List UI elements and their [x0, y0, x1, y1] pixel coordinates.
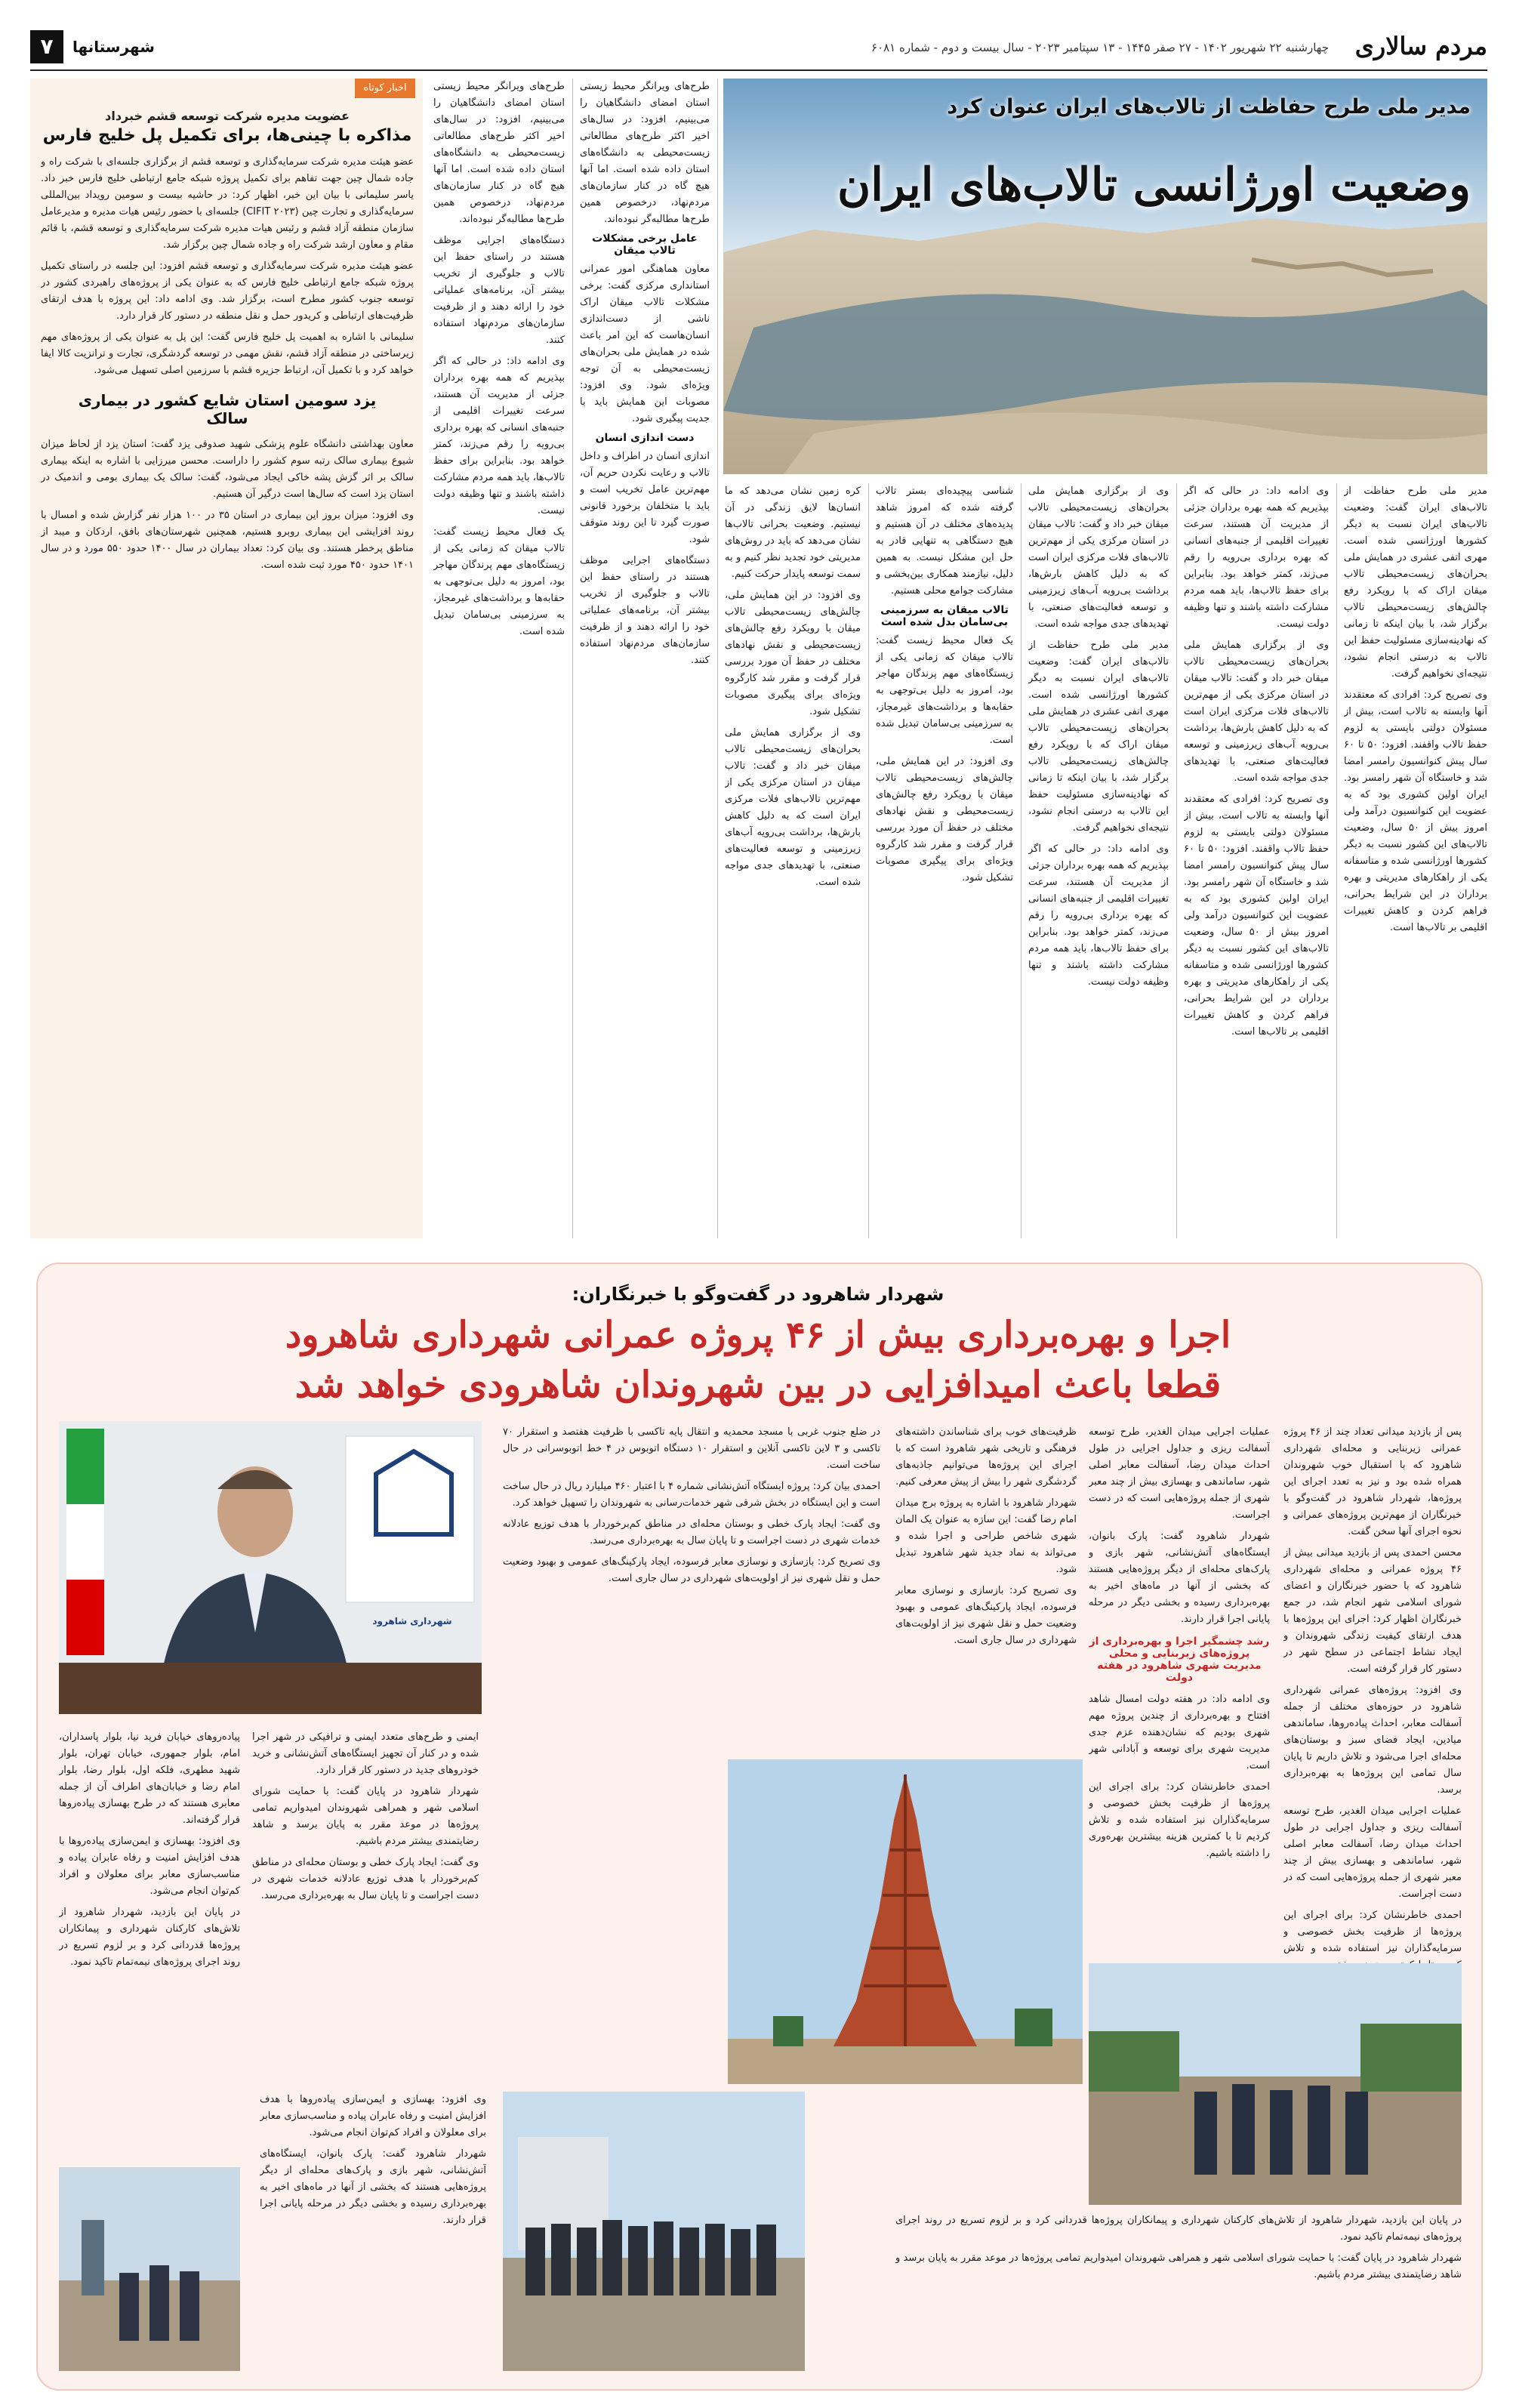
brief-paragraph: عضو هیئت مدیره شرکت سرمایه‌گذاری و توسعه قشم از برگزاری جلسه‌ای با شرکت راه و جاده شمال چین جهت تفاهم برای تکمیل پروژه شبکه جامع ارتباطی خلیج فارس خبر داد. یاسر سلیمانی با بیان این خبر، اظهار کرد: در حاشیه بیست و سومین رویداد بین‌المللی سرمایه‌گذاری و تجارت چین (CIFIT ۲۰۲۳) جلسه‌ای با حضور رئیس هیات مدیره و مدیرعامل سازمان منطقه آزاد قشم و رئیس هیات مدیره شرکت سرمایه‌گذاری و توسعه قشم، با قائم مقام و معاون ارشد شرکت راه و جاده شمال چین برگزار شد. [41, 156, 414, 251]
mayor-portrait-photo [59, 1421, 482, 1714]
shahroud-paragraph: شهردار شاهرود گفت: پارک بانوان، ایستگاه‌های آتش‌نشانی، شهر بازی و پارک‌های محله‌ای از دیگر پروژه‌هایی هستند که بخشی از آنها در ماه‌های اخیر به بهره‌برداری رسیده و بخشی دیگر در مرحله پایانی اجرا قرار دارند. [1089, 1531, 1270, 1625]
lead-paragraph: وی ادامه داد: در حالی که اگر بپذیریم که همه بهره برداران جزئی از مدیریت آن هستند، سرعت تغییرات اقلیمی از جنبه‌های انسانی که بهره برداری بی‌رویه را رقم می‌زند، کمتر خواهد بود. بنابراین برای حفظ تالاب‌ها، باید همه مردم مشارکت داشته باشند و تنها وظیفه دولت نیست. [1184, 486, 1329, 630]
shahroud-paragraph: وی افزود: پروژه‌های عمرانی شهرداری شاهرود در حوزه‌های مختلف از جمله آسفالت معابر، احداث پیاده‌روها، ساماندهی میادین، ایجاد فضای سبز و بوستان‌های محله‌ای اجرا می‌شود و تلاش داریم تا پایان سال تمامی این پروژه‌ها به بهره‌برداری برسد. [1283, 1685, 1462, 1796]
shahroud-paragraph: وی تصریح کرد: بازسازی و نوسازی معابر فرسوده، ایجاد پارکینگ‌های عمومی و بهبود وضعیت حمل و نقل شهری نیز از اولویت‌های شهرداری در سال جاری است. [503, 1556, 880, 1584]
lead-subhead: عامل برخی مشکلات تالاب میقان [592, 233, 698, 257]
shahroud-col-7 [895, 2212, 1462, 2363]
lead-paragraph: یک فعال محیط زیست گفت: تالاب میقان که زمانی یکی از زیستگاه‌های مهم پرندگان مهاجر بود، امروز به دلیل بی‌توجهی به حقابه‌ها و برداشت‌های غیرمجاز، به سرزمینی بی‌سامان تبدیل شده است. [876, 635, 1013, 746]
shahroud-kicker: شهردار شاهرود در گفت‌وگو با خبرنگاران: [572, 1284, 944, 1305]
lead-paragraph: کره زمین نشان می‌دهد که ما انسان‌ها لایق زندگی در آن نیستیم. وضعیت بحرانی تالاب‌ها نشان می‌دهد که باید در روش‌های مدیریتی خود تجدید نظر کنیم و به سمت توسعه پایدار حرکت کنیم. [725, 486, 861, 580]
shahroud-col-3 [895, 1424, 1077, 1749]
brief-paragraph: عضو هیئت مدیره شرکت سرمایه‌گذاری و توسعه قشم افزود: این جلسه در راستای تکمیل پروژه شبکه جامع ارتباطی خلیج فارس که به عنوان یکی از پروژه‌های راهبردی کشور در توسعه جنوب کشور مطرح است، برگزار شد. وی ادامه داد: این پروژه با هدف ارتقای ظرفیت‌های ارتباطی و کریدور حمل و نقل منطقه در دستور کار قرار دارد. [41, 261, 414, 322]
shahroud-paragraph: عملیات اجرایی میدان الغدیر، طرح توسعه آسفالت ریزی و جداول اجرایی در طول احداث میدان رضا، آسفالت معابر اصلی شهر، ساماندهی و بهسازی بیش از چند معبر شهری از جمله پروژه‌هایی است که در دست اجراست. [1089, 1426, 1270, 1521]
shahroud-paragraph: شهردار شاهرود با اشاره به پروژه برج میدان امام رضا گفت: این سازه به عنوان یک المان شهری شاخص طراحی و اجرا شده و می‌تواند به نماد جدید شهر شاهرود تبدیل شود. [895, 1497, 1077, 1575]
municipality-logo-text: شهرداری شاهرود [372, 1616, 452, 1626]
shahroud-paragraph: وی تصریح کرد: بازسازی و نوسازی معابر فرسوده، ایجاد پارکینگ‌های عمومی و بهبود وضعیت حمل و نقل شهری نیز از اولویت‌های شهرداری در سال جاری است. [895, 1585, 1077, 1646]
tower-structure-photo [728, 1759, 1083, 2084]
group-visit-photo [503, 2092, 805, 2371]
issue-line: چهارشنبه ۲۲ شهریور ۱۴۰۲ - ۲۷ صفر ۱۴۴۵ - ۱۳ سپتامبر ۲۰۲۳ - سال بیست و دوم - شماره ۶۰۸۱ [870, 41, 1329, 54]
shahroud-paragraph: محسن احمدی پس از بازدید میدانی بیش از ۴۶ پروژه عمرانی و محله‌ای شهرداری شاهرود که با حضور خبرنگاران و اعضای شورای اسلامی شهر انجام شد، در جمع خبرنگاران اظهار کرد: اجرای این پروژه‌ها با هدف ارتقای کیفیت زندگی شهروندان و ایجاد نشاط اجتماعی در سطح شهر در دستور کار قرار گرفته است. [1283, 1547, 1462, 1675]
brief-story1-kicker: عضویت مدیره شرکت توسعه قشم خبرداد [105, 109, 350, 123]
column-divider [868, 483, 869, 1238]
shahroud-paragraph: وی افزود: بهسازی و ایمن‌سازی پیاده‌روها با هدف افزایش امنیت و رفاه عابران پیاده و مناسب‌سازی معابر برای معلولان و افراد کم‌توان انجام می‌شود. [260, 2094, 486, 2138]
lead-paragraph: دستگاه‌های اجرایی موظف هستند در راستای حفظ این تالاب و جلوگیری از تخریب بیشتر آن، برنامه‌های عملیاتی خود را ارائه دهند و از ظرفیت سازمان‌های مردم‌نهاد استفاده کنند. [433, 235, 565, 346]
lead-paragraph: مدیر ملی طرح حفاظت از تالاب‌های ایران گفت: وضعیت تالاب‌های ایران نسبت به دیگر کشورها اورژانسی شده است. مهری اتفی عشری در همایش ملی بحران‌های زیست‌محیطی تالاب میقان اراک که با رویکرد رفع چالش‌های زیست‌محیطی تالاب برگزار شد، با بیان اینکه تا زمانی که نهادینه‌سازی مسئولیت حفظ این تالاب به درستی انجام نشود، نتیجه‌ای نخواهیم گرفت. [1028, 640, 1169, 834]
page-number: ۷ [30, 30, 63, 63]
lead-title: وضعیت اورژانسی تالاب‌های ایران [837, 159, 1471, 211]
lead-paragraph: طرح‌های ویرانگر محیط زیستی استان امضای دانشگاهیان را می‌بینیم، افزود: در سال‌های اخیر اکثر طرح‌های مطالعاتی زیست‌محیطی به دانشگاه‌های استان داده شده است. اما آنها هیچ گاه در کنار سازمان‌های مردم‌نهاد، درخصوص همین طرح‌ها مطالبه‌گر نبوده‌اند. [580, 81, 710, 225]
brief-content [41, 106, 414, 1231]
brief-story2-headline: یزد سومین استان شایع کشور در بیماری سالک [78, 391, 377, 427]
shahroud-paragraph: ایمنی و طرح‌های متعدد ایمنی و ترافیکی در شهر اجرا شده و در کنار آن تجهیز ایستگاه‌های آتش‌نشانی و خرید خودروهای جدید در دستور کار قرار دارد. [252, 1731, 479, 1776]
lead-kicker: مدیر ملی طرح حفاظت از تالاب‌های ایران عنوان کرد [947, 95, 1471, 119]
brief-story1-headline: مذاکره با چینی‌ها، برای تکمیل پل خلیج فارس [42, 126, 412, 145]
lead-paragraph: وی از برگزاری همایش ملی بحران‌های زیست‌محیطی تالاب میقان خبر داد و گفت: تالاب میقان در استان مرکزی یکی از مهم‌ترین تالاب‌های فلات مرکزی ایران است که به دلیل کاهش بارش‌ها، برداشت بی‌رویه آب‌های زیرزمینی و توسعه فعالیت‌های صنعتی، با تهدیدهای جدی مواجه شده است. [1184, 640, 1329, 784]
column-divider [1176, 483, 1177, 1238]
shahroud-paragraph: شهردار شاهرود در پایان گفت: با حمایت شورای اسلامی شهر و همراهی شهروندان امیدواریم تمامی پروژه‌ها در موعد مقرر به پایان برسد و شاهد رضایتمندی بیشتر مردم باشیم. [252, 1786, 479, 1847]
lead-paragraph: وی افزود: در این همایش ملی، چالش‌های زیست‌محیطی تالاب میقان با رویکرد رفع چالش‌های زیست‌محیطی و نقش نهادهای مختلف در حفظ آن مورد بررسی قرار گرفت و مقرر شد کارگروه ویژه‌ای برای پیگیری مصوبات تشکیل شود. [876, 756, 1013, 883]
shahroud-paragraph: شهردار شاهرود گفت: پارک بانوان، ایستگاه‌های آتش‌نشانی، شهر بازی و پارک‌های محله‌ای از دیگر پروژه‌هایی هستند که بخشی از آنها در ماه‌های اخیر به بهره‌برداری رسیده و بخشی دیگر در مرحله پایانی اجرا قرار دارند. [260, 2148, 486, 2226]
brief-tag: اخبار کوتاه [355, 79, 415, 98]
lead-paragraph: وی ادامه داد: در حالی که اگر بپذیریم که همه بهره برداران جزئی از مدیریت آن هستند، سرعت تغییرات اقلیمی از جنبه‌های انسانی که بهره برداری بی‌رویه را رقم می‌زند، کمتر خواهد بود. بنابراین برای حفظ تالاب‌ها، باید همه مردم مشارکت داشته باشند و تنها وظیفه دولت نیست. [1028, 843, 1169, 988]
lead-subhead: دست اندازی انسان [595, 432, 695, 444]
shahroud-paragraph: در ضلع جنوب غربی با مسجد محمدیه و انتقال پایه تاکسی با ظرفیت هفتصد و استقرار ۷۰ تاکسی و ۳ لاین تاکسی آنلاین و استقرار ۱۰ دستگاه اتوبوس در ۴ خط اتوبوسرانی در حال ساخت است. [503, 1426, 880, 1471]
lead-col-7 [433, 79, 565, 1238]
shahroud-paragraph: احمدی خاطرنشان کرد: برای اجرای این پروژه‌ها از ظرفیت بخش خصوصی و سرمایه‌گذاران نیز استفاده شده و تلاش کردیم تا با کمترین هزینه بیشترین بهره‌وری را داشته باشیم. [1089, 1781, 1270, 1859]
shahroud-paragraph: پیاده‌روهای خیابان فرید نیا، بلوار پاسداران، امام، بلوار جمهوری، خیابان تهران، بلوار شهید مطهری، فلکه اول، بلوار رضا، بلوار امام رضا و خیابان‌های اطراف آن از جمله معابری هستند که در طرح بهسازی پیاده‌روها قرار گرفته‌اند. [59, 1731, 240, 1826]
masthead-divider [30, 69, 1487, 71]
brief-paragraph: سلیمانی با اشاره به اهمیت پل خلیج فارس گفت: این پل به عنوان یکی از پروژه‌های مهم زیرساختی در منطقه آزاد قشم، نقش مهمی در توسعه گردشگری، تجارت و ترانزیت کالا ایفا خواهد کرد و با تکمیل آن، ارتباط جزیره قشم با سرزمین اصلی تسهیل می‌شود. [41, 331, 414, 376]
lead-photo-wetland [723, 79, 1487, 474]
shahroud-paragraph: ظرفیت‌های خوب برای شناساندن داشته‌های فرهنگی و تاریخی شهر شاهرود است که با اجرای این پروژه‌ها می‌توانیم جاذبه‌های گردشگری شهر را بیش از پیش معرفی کنیم. [895, 1426, 1077, 1488]
column-divider [717, 79, 718, 1238]
lead-paragraph: یک فعال محیط زیست گفت: تالاب میقان که زمانی یکی از زیستگاه‌های مهم پرندگان مهاجر بود، امروز به دلیل بی‌توجهی به حقابه‌ها و برداشت‌های غیرمجاز، به سرزمینی بی‌سامان تبدیل شده است. [433, 526, 565, 637]
lead-paragraph: اندازی انسان در اطراف و داخل تالاب و رعایت نکردن حریم آن، مهم‌ترین عامل تخریب است و باید با متخلفان برخورد قانونی صورت گیرد تا این روند متوقف شود. [580, 451, 710, 545]
lead-paragraph: وی از برگزاری همایش ملی بحران‌های زیست‌محیطی تالاب میقان خبر داد و گفت: تالاب میقان در استان مرکزی یکی از مهم‌ترین تالاب‌های فلات مرکزی ایران است که به دلیل کاهش بارش‌ها، برداشت بی‌رویه آب‌های زیرزمینی و توسعه فعالیت‌های صنعتی، با تهدیدهای جدی مواجه شده است. [725, 727, 861, 888]
brief-paragraph: معاون بهداشتی دانشگاه علوم پزشکی شهید صدوقی یزد گفت: استان یزد از لحاظ میزان شیوع بیماری سالک رتبه سوم کشور را داراست. محسن میرزایی با اشاره به اینکه بیماری سالک بر اثر گزش پشه خاکی ایجاد می‌شود، گفت: سالک یک بیماری بومی و اندمیک در استان یزد است که سال‌ها است درگیر آن هستیم. [41, 439, 414, 500]
brief-paragraph: وی افزود: میزان بروز این بیماری در استان ۳۵ در ۱۰۰ هزار نفر گزارش شده و امسال با روند افزایشی این بیماری روبرو هستیم، همچنین شهرستان‌های بافق، اردکان و میبد از مناطق پرخطر هستند. وی بیان کرد: تعداد بیماران در سال ۱۴۰۰ حدود ۵۵۰ مورد و در سال ۱۴۰۱ حدود ۴۵۰ مورد ثبت شده است. [41, 510, 414, 571]
shahroud-paragraph: عملیات اجرایی میدان الغدیر، طرح توسعه آسفالت ریزی و جداول اجرایی در طول احداث میدان رضا، آسفالت معابر اصلی شهر، ساماندهی و بهسازی بیش از چند معبر شهری از جمله پروژه‌هایی است که در دست اجراست. [1283, 1805, 1462, 1900]
lead-paragraph: دستگاه‌های اجرایی موظف هستند در راستای حفظ این تالاب و جلوگیری از تخریب بیشتر آن، برنامه‌های عملیاتی خود را ارائه دهند و از ظرفیت سازمان‌های مردم‌نهاد استفاده کنند. [580, 555, 710, 666]
shahroud-paragraph: پس از بازدید میدانی تعداد چند از ۴۶ پروژه عمرانی زیربنایی و محله‌ای شهرداری شاهرود که با استقبال خوب شهروندان همراه شده بود و نیز به تعدد اجرای این پروژه‌ها، شهردار شاهرود در گفت‌وگو با خبرنگاران از مهم‌ترین پروژه‌های عمرانی و نحوه اجرای آنها سخن گفت. [1283, 1426, 1462, 1537]
lead-col-6 [580, 79, 710, 1238]
lead-col-5 [725, 483, 861, 1238]
lead-col-4 [876, 483, 1013, 1238]
shahroud-paragraph: احمدی خاطرنشان کرد: برای اجرای این پروژه‌ها از ظرفیت بخش خصوصی و سرمایه‌گذاران نیز استفاده شده و تلاش [1283, 1910, 1462, 1954]
lead-paragraph: طرح‌های ویرانگر محیط زیستی استان امضای دانشگاهیان را می‌بینیم، افزود: در سال‌های اخیر اکثر طرح‌های مطالعاتی زیست‌محیطی به دانشگاه‌های استان داده شده است. اما آنها هیچ گاه در کنار سازمان‌های مردم‌نهاد، درخصوص همین طرح‌ها مطالبه‌گر نبوده‌اند. [433, 81, 565, 225]
shahroud-paragraph: احمدی بیان کرد: پروژه ایستگاه آتش‌نشانی شماره ۴ با اعتبار ۴۶۰ میلیارد ریال در حال ساخت است و این ایستگاه در بخش شرقی شهر خدمات‌رسانی به شهروندان را تسهیل خواهد کرد. [503, 1481, 880, 1509]
lead-col-3 [1028, 483, 1169, 1238]
shahroud-paragraph: وی افزود: بهسازی و ایمن‌سازی پیاده‌روها با هدف افزایش امنیت و رفاه عابران پیاده و مناسب‌سازی معابر برای معلولان و افراد کم‌توان انجام می‌شود. [59, 1836, 240, 1897]
lead-paragraph: وی از برگزاری همایش ملی بحران‌های زیست‌محیطی تالاب میقان خبر داد و گفت: تالاب میقان در استان مرکزی یکی از مهم‌ترین تالاب‌های فلات مرکزی ایران است که به دلیل کاهش بارش‌ها، برداشت بی‌رویه آب‌های زیرزمینی و توسعه فعالیت‌های صنعتی، با تهدیدهای جدی مواجه شده است. [1028, 486, 1169, 630]
lead-paragraph: وی تصریح کرد: افرادی که معتقدند آنها وابسته به تالاب است، بیش از مسئولان دولتی بایستی به لزوم حفظ تالاب واقفند. افزود: ۵۰ تا ۶۰ سال پیش کنوانسیون رامسر امضا شد و خاستگاه آن شهر رامسر بود. ایران اولین کشوری بود که به عضویت این کنوانسیون درآمد ولی امروز بیش از ۵۰ سال، وضعیت تالاب‌های این کشور نسبت به دیگر کشورها اورژانسی شده و متاسفانه یکی از راهکارهای مدیریتی و بهره برداران در این شرایط بحرانی، فراهم کردن و کاهش تغییرات اقلیمی بر تالاب‌ها است. [1184, 794, 1329, 1038]
shahroud-paragraph: در پایان این بازدید، شهردار شاهرود از تلاش‌های کارکنان شهرداری و پیمانکاران پروژه‌ها قدردانی کرد و بر لزوم تسریع در روند اجرای پروژه‌های نیمه‌تمام تاکید نمود. [59, 1907, 240, 1968]
lead-paragraph: شناسی پیچیده‌ای بستر تالاب گرفته شده که امروز شاهد پدیده‌های مختلف در آن هستیم و هیچ دستگاهی به تنهایی قادر به حل این مشکل نیست. به همین دلیل، نیازمند همکاری بین‌بخشی و مشارکت جوامع محلی هستیم. [876, 486, 1013, 597]
section-name: شهرستانها [72, 38, 155, 56]
masthead-logo: مردم سالاری [1354, 32, 1487, 60]
street-inspection-photo [1089, 1963, 1462, 2205]
shahroud-paragraph: شهردار شاهرود در پایان گفت: با حمایت شورای اسلامی شهر و همراهی شهروندان امیدواریم تمامی پروژه‌ها در موعد مقرر به پایان برسد و شاهد رضایتمندی بیشتر مردم باشیم. [895, 2252, 1462, 2280]
column-divider [1336, 483, 1337, 1238]
lead-paragraph: وی تصریح کرد: افرادی که معتقدند آنها وابسته به تالاب است، بیش از مسئولان دولتی بایستی به لزوم حفظ تالاب واقفند. افزود: ۵۰ تا ۶۰ سال پیش کنوانسیون رامسر امضا شد و خاستگاه آن شهر رامسر بود. ایران اولین کشوری بود که به عضویت این کنوانسیون درآمد ولی امروز بیش از ۵۰ سال، وضعیت تالاب‌های این کشور نسبت به دیگر کشورها اورژانسی شده و متاسفانه یکی از راهکارهای مدیریتی و بهره برداران در این شرایط بحرانی، فراهم کردن و کاهش تغییرات اقلیمی بر تالاب‌ها است. [1344, 689, 1487, 933]
lead-paragraph: وی افزود: در این همایش ملی، چالش‌های زیست‌محیطی تالاب میقان با رویکرد رفع چالش‌های زیست‌محیطی و نقش نهادهای مختلف در حفظ آن مورد بررسی قرار گرفت و مقرر شد کارگروه ویژه‌ای برای پیگیری مصوبات تشکیل شود. [725, 590, 861, 717]
shahroud-col-4 [503, 1424, 880, 1741]
lead-col-1 [1344, 483, 1487, 1238]
shahroud-col-2 [1089, 1424, 1270, 1938]
lead-paragraph: وی ادامه داد: در حالی که اگر بپذیریم که همه بهره برداران جزئی از مدیریت آن هستند، سرعت تغییرات اقلیمی از جنبه‌های انسانی که بهره برداری بی‌رویه را رقم می‌زند، کمتر خواهد بود. بنابراین برای حفظ تالاب‌ها، باید همه مردم مشارکت داشته باشند و تنها وظیفه دولت نیست. [433, 356, 565, 516]
shahroud-paragraph: وی ادامه داد: در هفته دولت امسال شاهد افتتاح و بهره‌برداری از چندین پروژه مهم شهری بودیم که نشان‌دهنده عزم جدی مدیریت شهری برای توسعه و آبادانی شهر است. [1089, 1694, 1270, 1771]
shahroud-paragraph: وی گفت: ایجاد پارک خطی و بوستان محله‌ای در مناطق کم‌برخوردار با هدف توزیع عادلانه خدمات شهری در دست اجراست و تا پایان سال به بهره‌برداری می‌رسد. [252, 1857, 479, 1901]
lead-paragraph: مدیر ملی طرح حفاظت از تالاب‌های ایران گفت: وضعیت تالاب‌های ایران نسبت به دیگر کشورها اورژانسی شده است. مهری اتفی عشری در همایش ملی بحران‌های زیست‌محیطی تالاب میقان اراک که با رویکرد رفع چالش‌های زیست‌محیطی تالاب برگزار شد، با بیان اینکه تا زمانی که نهادینه‌سازی مسئولیت حفظ این تالاب به درستی انجام نشود، نتیجه‌ای نخواهیم گرفت. [1344, 486, 1487, 680]
lead-paragraph: معاون هماهنگی امور عمرانی استانداری مرکزی گفت: برخی مشکلات تالاب میقان اراک ناشی از دست‌اندازی انسان‌هاست که این امر باعث شده در همایش ملی بحران‌های زیست‌محیطی به آن توجه ویژه‌ای شود. وی افزود: مصوبات این همایش باید با جدیت پیگیری شود. [580, 264, 710, 424]
masthead [30, 30, 1487, 66]
shahroud-col-6 [59, 1729, 240, 2152]
column-divider [572, 79, 573, 1238]
site-visit-photo [59, 2167, 240, 2371]
lead-subhead: تالاب میقان به سرزمینی بی‌سامان بدل شده است [880, 604, 1009, 628]
shahroud-title-line1: اجرا و بهره‌برداری بیش از ۴۶ پروژه عمرانی شهرداری شاهرود [285, 1314, 1231, 1356]
shahroud-col-8 [260, 2092, 486, 2371]
lead-col-2 [1184, 483, 1329, 1238]
shahroud-title-line2: قطعا باعث امیدافزایی در بین شهروندان شاهرودی خواهد شد [294, 1364, 1222, 1406]
shahroud-paragraph: در پایان این بازدید، شهردار شاهرود از تلاش‌های کارکنان شهرداری و پیمانکاران پروژه‌ها قدردانی کرد و بر لزوم تسریع در روند اجرای پروژه‌های نیمه‌تمام تاکید نمود. [895, 2215, 1462, 2243]
shahroud-col-5 [252, 1729, 479, 2069]
shahroud-paragraph: وی گفت: ایجاد پارک خطی و بوستان محله‌ای در مناطق کم‌برخوردار با هدف توزیع عادلانه خدمات شهری در دست اجراست و تا پایان سال به بهره‌برداری می‌رسد. [503, 1518, 880, 1546]
shahroud-subhead: رشد چشمگیر اجرا و بهره‌برداری از پروژه‌های زیربنایی و محلی مدیریت شهری شاهرود در هفته دولت [1089, 1636, 1270, 1684]
